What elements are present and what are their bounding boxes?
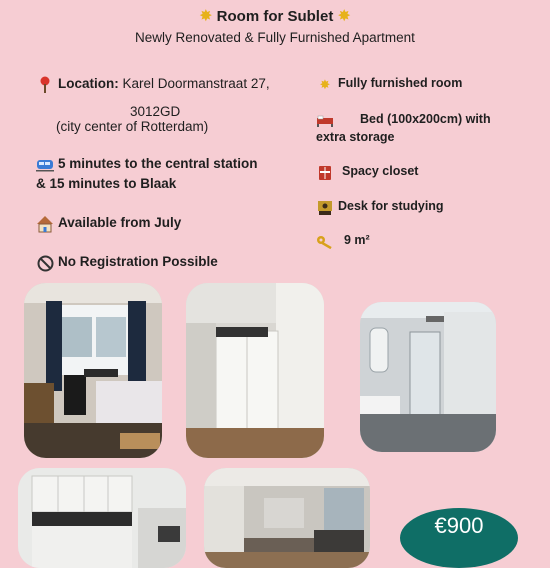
- feature-closet-text: Spacy closet: [342, 164, 419, 178]
- sparkle-icon: ✸: [337, 8, 351, 25]
- no-entry-icon: [36, 254, 54, 272]
- feature-size-text: 9 m²: [344, 233, 370, 247]
- price-badge: [400, 508, 518, 568]
- bed-icon: [316, 112, 334, 130]
- feature-size: [316, 233, 370, 251]
- availability-row: [36, 215, 181, 233]
- registration-row: [36, 254, 218, 272]
- pin-icon: [36, 76, 54, 94]
- key-icon: [316, 233, 334, 251]
- location-label: Location:: [58, 76, 119, 91]
- sparkle-icon: ✸: [319, 77, 331, 92]
- transport-line1: 5 minutes to the central station: [58, 156, 258, 171]
- page-subtitle: Newly Renovated & Fully Furnished Apartment: [135, 30, 415, 45]
- page-title: Room for Sublet: [216, 8, 334, 25]
- feature-furnished: [316, 76, 462, 94]
- sparkle-icon: ✸: [199, 8, 213, 25]
- desk-icon: [316, 199, 334, 217]
- transport-line2: & 15 minutes to Blaak: [36, 176, 177, 191]
- bedroom-photo: [24, 283, 162, 458]
- location-area: (city center of Rotterdam): [56, 119, 209, 134]
- bathroom-photo: [360, 302, 496, 452]
- feature-furnished-text: Fully furnished room: [338, 76, 463, 90]
- feature-bed-text: Bed (100x200cm) with: [360, 112, 491, 126]
- closet-photo: [186, 283, 324, 458]
- registration-text: No Registration Possible: [58, 254, 218, 269]
- closet-icon: [316, 164, 334, 182]
- location-row: [36, 76, 270, 94]
- feature-desk-text: Desk for studying: [338, 199, 444, 213]
- kitchen-photo: [18, 468, 186, 568]
- feature-bed: [316, 112, 526, 130]
- transport-row: [36, 156, 258, 174]
- price-text: €900: [434, 513, 484, 538]
- train-icon: [36, 156, 54, 174]
- feature-desk: [316, 199, 444, 217]
- house-icon: [36, 215, 54, 233]
- page-title-row: [0, 6, 550, 26]
- feature-bed-line2: extra storage: [316, 130, 395, 144]
- availability-text: Available from July: [58, 215, 182, 230]
- living-room-photo: [204, 468, 370, 568]
- feature-closet: [316, 164, 418, 182]
- location-postcode: 3012GD: [130, 104, 181, 119]
- location-street: Karel Doormanstraat 27,: [122, 76, 270, 91]
